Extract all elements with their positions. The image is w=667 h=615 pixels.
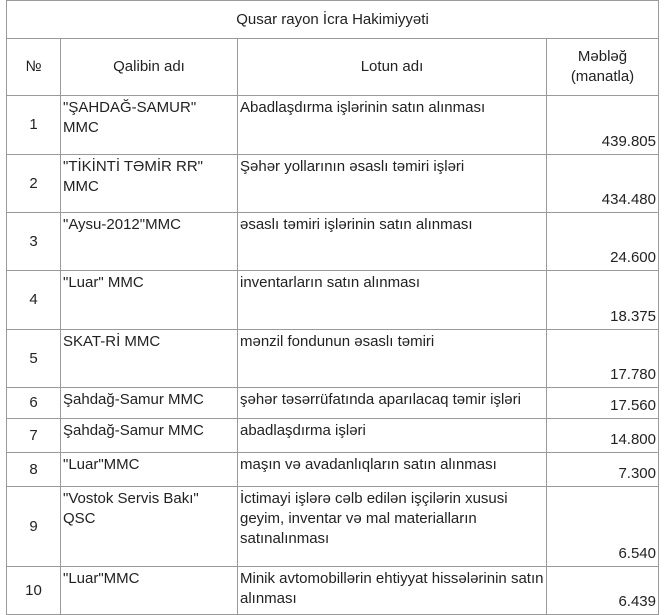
- row-amount: 18.375: [547, 271, 659, 330]
- table-row: [7, 330, 659, 388]
- row-lot: inventarların satın alınması: [238, 271, 547, 330]
- table-header-row: [7, 39, 659, 96]
- row-amount: 17.560: [547, 388, 659, 419]
- row-number: 1: [7, 96, 61, 155]
- row-amount: 14.800: [547, 419, 659, 453]
- header-lot: Lotun adı: [238, 39, 547, 96]
- row-company: "Luar"MMC: [61, 567, 238, 615]
- row-company: "TİKİNTİ TƏMİR RR" MMC: [61, 155, 238, 213]
- header-amount-line2: (manatla): [570, 68, 635, 85]
- row-amount: 6.439: [547, 567, 659, 615]
- row-company: "Aysu-2012"MMC: [61, 213, 238, 271]
- table-row: [7, 96, 659, 155]
- row-number: 2: [7, 155, 61, 213]
- table-title: Qusar rayon İcra Hakimiyyəti: [7, 1, 659, 39]
- row-company: "Vostok Servis Bakı" QSC: [61, 487, 238, 567]
- table-row: [7, 453, 659, 487]
- row-amount: 434.480: [547, 155, 659, 213]
- row-lot: maşın və avadanlıqların satın alınması: [238, 453, 547, 487]
- table-row: [7, 419, 659, 453]
- row-company: "Luar"MMC: [61, 453, 238, 487]
- row-lot: Minik avtomobillərin ehtiyyat hissələrinin satın alınması: [238, 567, 547, 615]
- row-amount: 439.805: [547, 96, 659, 155]
- row-lot: Şəhər yollarının əsaslı təmiri işləri: [238, 155, 547, 213]
- table-row: [7, 213, 659, 271]
- row-lot: Abadlaşdırma işlərinin satın alınması: [238, 96, 547, 155]
- header-amount: [547, 39, 659, 96]
- table-row: [7, 388, 659, 419]
- header-amount-line1: Məbləğ: [577, 48, 628, 65]
- row-lot: mənzil fondunun əsaslı təmiri: [238, 330, 547, 388]
- table-title-row: [7, 1, 659, 39]
- row-number: 4: [7, 271, 61, 330]
- row-number: 5: [7, 330, 61, 388]
- row-lot: abadlaşdırma işləri: [238, 419, 547, 453]
- table-row: [7, 271, 659, 330]
- table-row: [7, 155, 659, 213]
- row-lot: şəhər təsərrüfatında aparılacaq təmir işləri: [238, 388, 547, 419]
- header-company: Qalibin adı: [61, 39, 238, 96]
- row-company: Şahdağ-Samur MMC: [61, 388, 238, 419]
- procurement-table: [6, 0, 659, 615]
- row-lot: İctimayi işlərə cəlb edilən işçilərin xususi geyim, inventar və mal materialların satınalınması: [238, 487, 547, 567]
- table-row: [7, 487, 659, 567]
- row-number: 8: [7, 453, 61, 487]
- row-amount: 24.600: [547, 213, 659, 271]
- row-amount: 17.780: [547, 330, 659, 388]
- row-company: SKAT-Rİ MMC: [61, 330, 238, 388]
- row-amount: 6.540: [547, 487, 659, 567]
- row-company: Şahdağ-Samur MMC: [61, 419, 238, 453]
- row-company: "Luar" MMC: [61, 271, 238, 330]
- row-number: 3: [7, 213, 61, 271]
- row-number: 10: [7, 567, 61, 615]
- table-row: [7, 567, 659, 615]
- row-lot: əsaslı təmiri işlərinin satın alınması: [238, 213, 547, 271]
- row-company: "ŞAHDAĞ-SAMUR" MMC: [61, 96, 238, 155]
- row-amount: 7.300: [547, 453, 659, 487]
- header-number: №: [7, 39, 61, 96]
- row-number: 9: [7, 487, 61, 567]
- row-number: 6: [7, 388, 61, 419]
- row-number: 7: [7, 419, 61, 453]
